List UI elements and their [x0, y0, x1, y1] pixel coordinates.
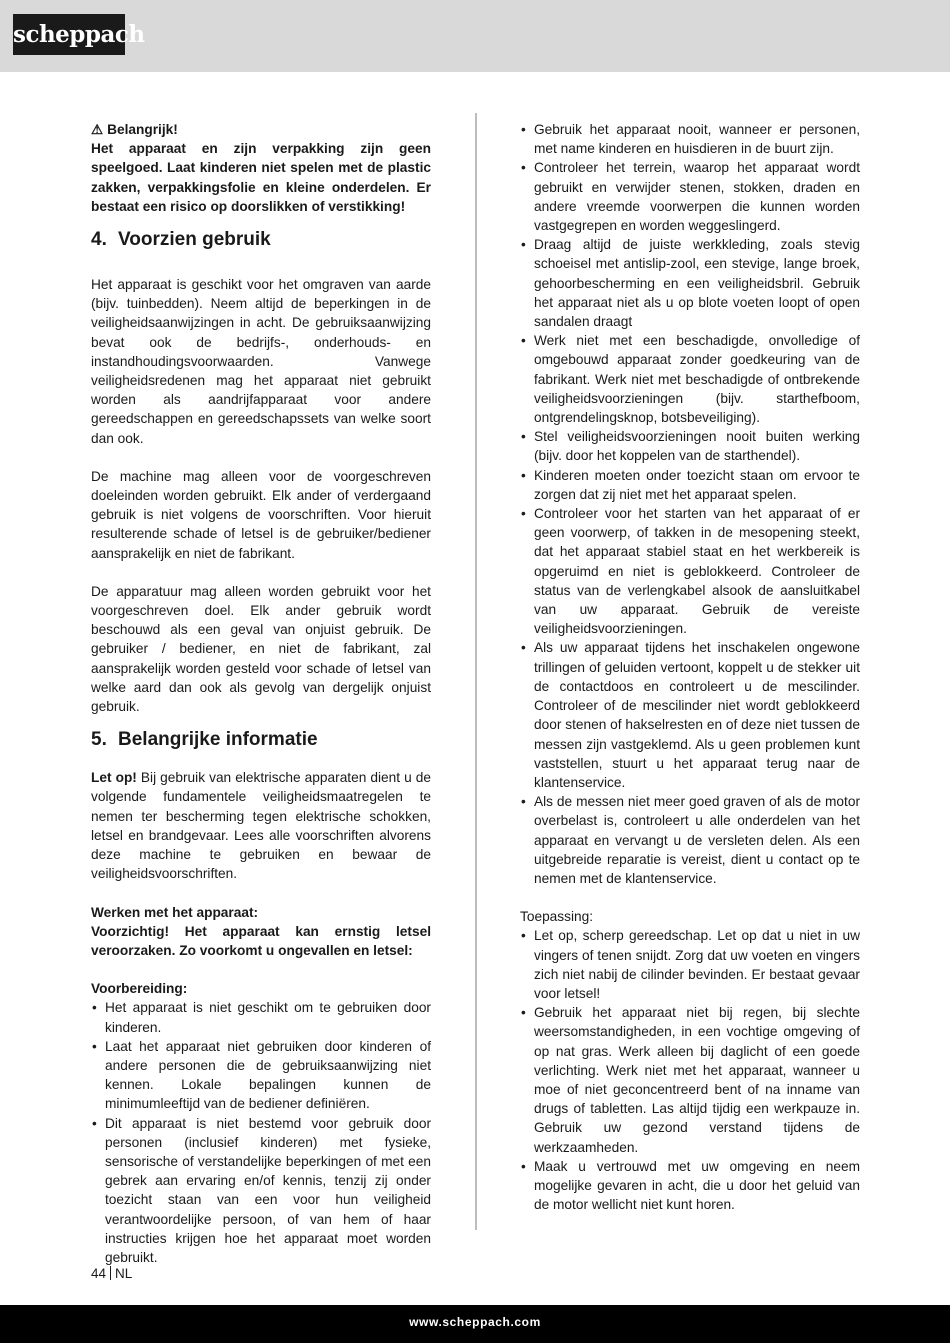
bullet-list	[91, 998, 431, 1267]
section-number: 4.	[91, 229, 107, 251]
left-column	[91, 120, 431, 1267]
column-divider	[475, 113, 477, 1230]
language-code: NL	[115, 1266, 133, 1281]
warning-heading	[91, 120, 431, 139]
list-item: • Let op, scherp gereedschap. Let op dat u niet in uw vingers of tenen snijdt. Zorg dat uw voeten en vingers zich niet nabij de cilinder bevinden. Er bestaat gevaar voor letsel!	[520, 926, 860, 1003]
list-item: • Werk niet met een beschadigde, onvolledige of omgebouwd apparaat zonder goedkeuring van de fabrikant. Werk niet met beschadigde of ontbrekende veiligheidsvoorzieningen (bijv. starthefboom, ontgrendelingsknop, botsbeveiliging).	[520, 331, 860, 427]
list-item: • Maak u vertrouwd met uw omgeving en neem mogelijke gevaren in acht, die u door het geluid van de motor wellicht niet kunt horen.	[520, 1157, 860, 1215]
warning-icon: ⚠	[91, 122, 104, 137]
subheading: Toepassing:	[520, 909, 594, 925]
section-heading-4	[91, 228, 431, 252]
list-item: • Het apparaat is niet geschikt om te gebruiken door kinderen.	[91, 998, 431, 1036]
warning-title: Belangrijk!	[107, 122, 178, 137]
brand-logo: scheppach	[13, 14, 125, 55]
list-item: • Dit apparaat is niet bestemd voor gebruik door personen (inclusief kinderen) met fysieke, sensorische of verstandelijke beperkingen of met een gebrek aan ervaring en/of kennis, tenzij zij onder toezicht staan van een voor hun veiligheid verantwoordelijke persoon, of van hem of haar instructies krijgen hoe het apparaat moet worden gebruikt.	[91, 1114, 431, 1268]
subheading: Voorbereiding:	[91, 981, 188, 997]
header-bar	[0, 0, 950, 72]
paragraph: De apparatuur mag alleen worden gebruikt voor het voorgeschreven doel. Elk ander gebruik wordt beschouwd als een geval van onjuist gebruik. De gebruiker / bediener, en niet de fabrikant, zal aansprakelijk worden gesteld voor schade of letsel van welke aard dan ook als gevolg van dergelijk onjuist gebruik.	[91, 583, 431, 715]
page-number: 44	[91, 1266, 107, 1281]
list-item: • Controleer het terrein, waarop het apparaat wordt gebruikt en verwijder stenen, stokken, draden en andere vreemde voorwerpen die kunnen worden vastgegrepen en worden weggeslingerd.	[520, 158, 860, 235]
footer-bar	[0, 1305, 950, 1343]
section-number: 5.	[91, 729, 107, 751]
list-item: • Gebruik het apparaat niet bij regen, bij slechte weersomstandigheden, in een vochtige omgeving of op nat gras. Werk alleen bij daglicht of een goede verlichting. Werk niet met het apparaat, wanneer u moe of niet geconcentreerd bent of na inname van drugs of tabletten. Las altijd tijdig een werkpauze in. Gebruik uw gezond verstand tijdens de werkzaamheden.	[520, 1003, 860, 1157]
list-item: • Controleer voor het starten van het apparaat of er geen voorwerp, of takken in de mesopening steekt, dat het apparaat stabiel staat en het werkbereik is opgeruimd en niet is geblokkeerd. Controleer de status van de verlengkabel alsook de aansluitkabel van uw apparaat. Gebruik de vereiste veiligheidsvoorzieningen.	[520, 504, 860, 638]
section-title: Belangrijke informatie	[118, 729, 318, 751]
letop-label: Let op!	[91, 770, 137, 786]
paragraph: De machine mag alleen voor de voorgeschreven doeleinden worden gebruikt. Elk ander of verdergaand gebruik is niet volgens de voorschriften. Voor hieruit resulterende schade of letsel is de gebruiker/bediener aansprakelijk en niet de fabrikant.	[91, 468, 431, 561]
list-item: • Draag altijd de juiste werkkleding, zoals stevig schoeisel met antislip-zool, een stevige, lange broek, gehoorbescherming en een veiligheidsbril. Gebruik het apparaat niet als u op blote voeten loopt of open sandalen draagt	[520, 235, 860, 331]
list-item: • Gebruik het apparaat nooit, wanneer er personen, met name kinderen en huisdieren in de buurt zijn.	[520, 120, 860, 158]
page-footer	[91, 1265, 132, 1283]
list-item: • Als de messen niet meer goed graven of als de motor overbelast is, controleert u alle onderdelen van het apparaat en vervangt u de versleten delen. Als een uitgebreide reparatie is vereist, dient u contact op te nemen met de klantenservice.	[520, 792, 860, 888]
caution-text: Voorzichtig! Het apparaat kan ernstig letsel veroorzaken. Zo voorkomt u ongevallen en letsel:	[91, 923, 431, 958]
paragraph	[91, 768, 431, 883]
section-title: Voorzien gebruik	[118, 229, 271, 251]
right-column	[520, 120, 860, 1214]
bullet-list	[520, 120, 860, 888]
section-heading-5	[91, 728, 431, 752]
footer-separator	[110, 1266, 111, 1280]
paragraph: Het apparaat is geschikt voor het omgraven van aarde (bijv. tuinbedden). Neem altijd de beperkingen in de veiligheidsaanwijzingen in acht. De gebruiksaanwijzing bevat ook de bedrijfs-, onderhouds- en instandhoudingsvoorwaarden. Vanwege veiligheidsredenen mag het apparaat niet gebruikt worden als aandrijfapparaat voor andere gereedschappen en gereedschapssets van welke soort dan ook.	[91, 277, 431, 446]
letop-text: Bij gebruik van elektrische apparaten dient u de volgende fundamentele veiligheidsmaatregelen te nemen ter bescherming tegen elektrische schokken, letsel en brandgevaar. Lees alle voorschriften alvorens deze machine te gebruiken en bewaar de veiligheidsvoorschriften.	[91, 770, 431, 882]
subheading: Werken met het apparaat:	[91, 904, 259, 920]
list-item: • Kinderen moeten onder toezicht staan om ervoor te zorgen dat zij niet met het apparaat spelen.	[520, 466, 860, 504]
warning-text: Het apparaat en zijn verpakking zijn geen speelgoed. Laat kinderen niet spelen met de plastic zakken, verpakkingsfolie en kleine onderdelen. Er bestaat een risico op doorslikken of verstikking!	[91, 141, 431, 214]
bullet-list	[520, 926, 860, 1214]
list-item: • Stel veiligheidsvoorzieningen nooit buiten werking (bijv. door het koppelen van de starthendel).	[520, 427, 860, 465]
list-item: • Als uw apparaat tijdens het inschakelen ongewone trillingen of geluiden vertoont, koppelt u de stekker uit de contactdoos en controleert u de mescilinder. Controleer of de mescilinder niet wordt geblokkeerd door stenen of hakselresten en of deze niet tussen de messen zijn vastgeklemd. Als u geen problemen kunt vaststellen, stuurt u het apparaat terug naar de klantenservice.	[520, 638, 860, 792]
list-item: • Laat het apparaat niet gebruiken door kinderen of andere personen die de gebruiksaanwijzing niet kennen. Lokale bepalingen kunnen de minimumleeftijd van de bediener definiëren.	[91, 1037, 431, 1114]
website-link[interactable]: www.scheppach.com	[409, 1315, 541, 1329]
